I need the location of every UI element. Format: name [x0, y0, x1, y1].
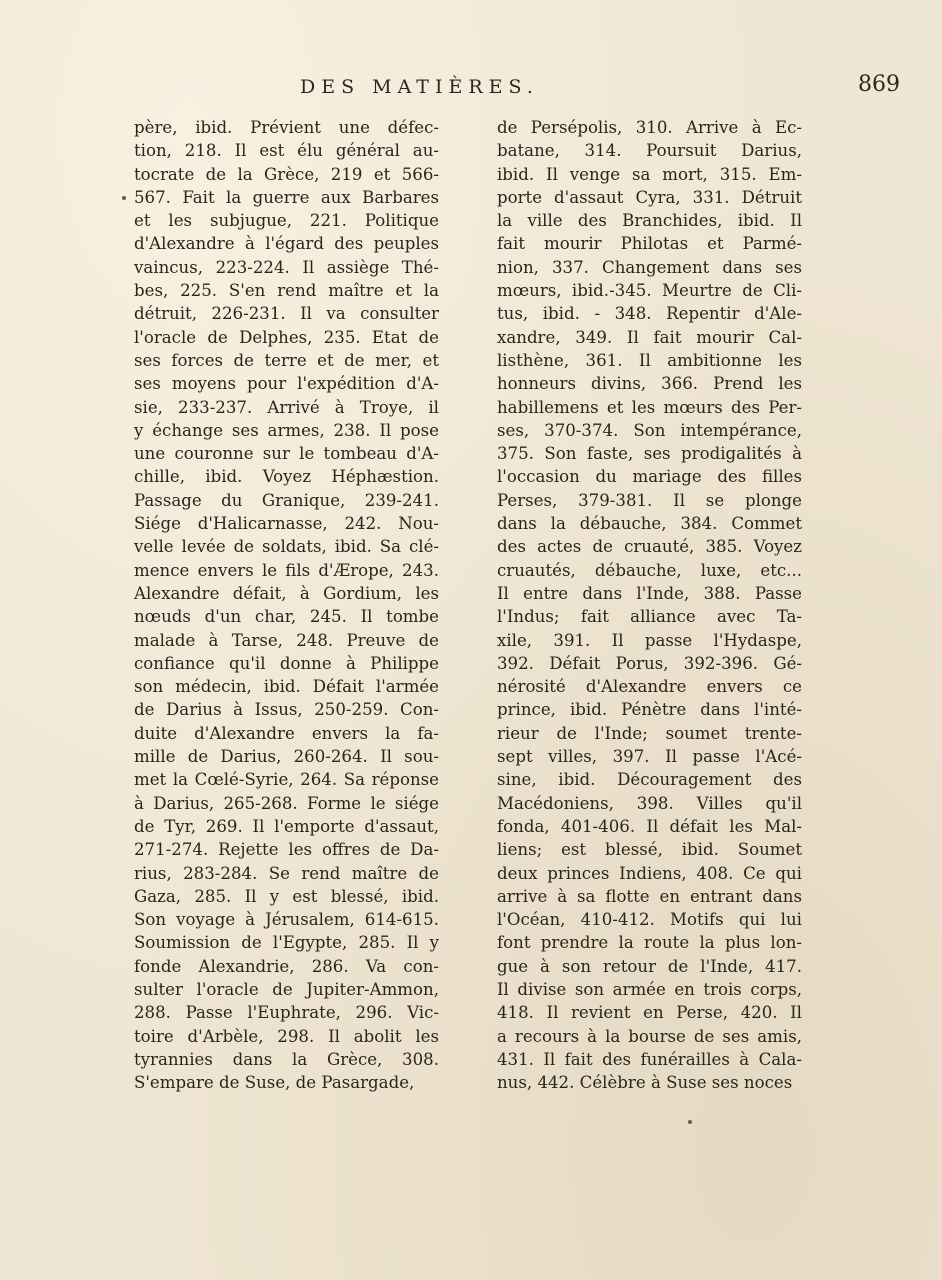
- index-line: habillemens et les mœurs des Per-: [497, 397, 802, 417]
- index-line: Soumission de l'Egypte, 285. Il y: [134, 933, 439, 953]
- index-line: l'Océan, 410-412. Motifs qui lui: [497, 910, 802, 930]
- index-line: rieur de l'Inde; soumet trente-: [497, 723, 802, 743]
- index-line: liens; est blessé, ibid. Soumet: [497, 840, 802, 860]
- index-line: y échange ses armes, 238. Il pose: [134, 420, 439, 440]
- margin-speck: [688, 1120, 692, 1124]
- index-line: la ville des Branchides, ibid. Il: [497, 211, 802, 231]
- index-line: nus, 442. Célèbre à Suse ses noces: [497, 1073, 793, 1093]
- index-line: sie, 233-237. Arrivé à Troye, il: [134, 397, 439, 417]
- index-line: l'oracle de Delphes, 235. Etat de: [134, 327, 439, 347]
- index-line: fonda, 401-406. Il défait les Mal-: [497, 816, 802, 836]
- index-line: velle levée de soldats, ibid. Sa clé-: [134, 537, 439, 557]
- index-line: et les subjugue, 221. Politique: [134, 211, 439, 231]
- index-line: père, ibid. Prévient une défec-: [134, 118, 439, 137]
- index-line: confiance qu'il donne à Philippe: [134, 653, 439, 673]
- index-line: fonde Alexandrie, 286. Va con-: [134, 956, 439, 976]
- index-line: xile, 391. Il passe l'Hydaspe,: [497, 630, 802, 650]
- index-line: 288. Passe l'Euphrate, 296. Vic-: [134, 1003, 439, 1023]
- index-line: rius, 283-284. Se rend maître de: [134, 863, 439, 883]
- index-line: d'Alexandre à l'égard des peuples: [134, 234, 439, 254]
- index-line: xandre, 349. Il fait mourir Cal-: [497, 327, 802, 347]
- index-line: Alexandre défait, à Gordium, les: [134, 583, 439, 603]
- index-line: arrive à sa flotte en entrant dans: [497, 886, 802, 906]
- index-line: 271-274. Rejette les offres de Da-: [134, 840, 439, 860]
- index-line: listhène, 361. Il ambitionne les: [497, 350, 802, 370]
- index-line: tus, ibid. - 348. Repentir d'Ale-: [497, 304, 802, 324]
- index-line: une couronne sur le tombeau d'A-: [134, 444, 439, 464]
- index-line: mœurs, ibid.-345. Meurtre de Cli-: [497, 281, 802, 301]
- index-line: nion, 337. Changement dans ses: [497, 257, 802, 277]
- index-line: sulter l'oracle de Jupiter-Ammon,: [134, 979, 439, 999]
- index-line: ses forces de terre et de mer, et: [134, 350, 439, 370]
- index-line: mence envers le fils d'Ærope, 243.: [134, 560, 439, 580]
- index-line: tyrannies dans la Grèce, 308.: [134, 1049, 439, 1069]
- index-line: porte d'assaut Cyra, 331. Détruit: [497, 187, 802, 207]
- running-header-title: DES MATIÈRES.: [300, 76, 539, 98]
- index-column-left: [134, 116, 439, 1094]
- index-line: duite d'Alexandre envers la fa-: [134, 723, 439, 743]
- index-line: tion, 218. Il est élu général au-: [134, 141, 439, 161]
- index-line: l'Indus; fait alliance avec Ta-: [497, 607, 802, 627]
- index-line: tocrate de la Grèce, 219 et 566-: [134, 164, 439, 184]
- index-line: Passage du Granique, 239-241.: [134, 490, 439, 510]
- page-number: 869: [858, 72, 900, 97]
- index-line: son médecin, ibid. Défait l'armée: [134, 677, 439, 697]
- index-line: met la Cœlé-Syrie, 264. Sa réponse: [134, 770, 439, 790]
- index-line: a recours à la bourse de ses amis,: [497, 1026, 802, 1046]
- index-line: font prendre la route la plus lon-: [497, 933, 802, 953]
- index-line: à Darius, 265-268. Forme le siége: [134, 793, 439, 813]
- index-line: malade à Tarse, 248. Preuve de: [134, 630, 439, 650]
- index-line: mille de Darius, 260-264. Il sou-: [134, 747, 439, 767]
- index-line: cruautés, débauche, luxe, etc...: [497, 560, 802, 580]
- index-line: Il divise son armée en trois corps,: [497, 979, 802, 999]
- index-line: des actes de cruauté, 385. Voyez: [497, 537, 802, 557]
- margin-speck: [122, 196, 126, 200]
- index-line: batane, 314. Poursuit Darius,: [497, 141, 802, 161]
- index-line: Son voyage à Jérusalem, 614-615.: [134, 910, 439, 930]
- index-line: prince, ibid. Pénètre dans l'inté-: [497, 700, 802, 720]
- index-line: deux princes Indiens, 408. Ce qui: [497, 863, 802, 883]
- index-line: 375. Son faste, ses prodigalités à: [497, 444, 802, 464]
- index-line: sept villes, 397. Il passe l'Acé-: [497, 747, 802, 767]
- index-line: 431. Il fait des funérailles à Cala-: [497, 1049, 802, 1069]
- index-line: S'empare de Suse, de Pasargade,: [134, 1073, 415, 1093]
- index-line: sine, ibid. Découragement des: [497, 770, 802, 790]
- index-line: ses, 370-374. Son intempérance,: [497, 420, 802, 440]
- index-line: détruit, 226-231. Il va consulter: [134, 304, 439, 324]
- index-line: dans la débauche, 384. Commet: [497, 514, 802, 534]
- index-line: Perses, 379-381. Il se plonge: [497, 490, 802, 510]
- index-line: l'occasion du mariage des filles: [497, 467, 802, 487]
- index-column-right: [497, 116, 802, 1094]
- index-line: ibid. Il venge sa mort, 315. Em-: [497, 164, 802, 184]
- index-line: Gaza, 285. Il y est blessé, ibid.: [134, 886, 439, 906]
- index-line: 392. Défait Porus, 392-396. Gé-: [497, 653, 802, 673]
- index-line: honneurs divins, 366. Prend les: [497, 374, 802, 394]
- index-line: bes, 225. S'en rend maître et la: [134, 281, 439, 301]
- index-line: 567. Fait la guerre aux Barbares: [134, 187, 439, 207]
- index-line: nœuds d'un char, 245. Il tombe: [134, 607, 439, 627]
- index-line: Il entre dans l'Inde, 388. Passe: [497, 583, 802, 603]
- index-line: vaincus, 223-224. Il assiège Thé-: [134, 257, 439, 277]
- index-line: Siége d'Halicarnasse, 242. Nou-: [134, 514, 439, 534]
- index-line: chille, ibid. Voyez Héphæstion.: [134, 467, 439, 487]
- index-line: toire d'Arbèle, 298. Il abolit les: [134, 1026, 439, 1046]
- index-line: de Persépolis, 310. Arrive à Ec-: [497, 118, 802, 137]
- index-line: Macédoniens, 398. Villes qu'il: [497, 793, 802, 813]
- index-line: ses moyens pour l'expédition d'A-: [134, 374, 439, 394]
- index-line: gue à son retour de l'Inde, 417.: [497, 956, 802, 976]
- index-line: de Darius à Issus, 250-259. Con-: [134, 700, 439, 720]
- index-line: fait mourir Philotas et Parmé-: [497, 234, 802, 254]
- index-line: 418. Il revient en Perse, 420. Il: [497, 1003, 802, 1023]
- index-line: de Tyr, 269. Il l'emporte d'assaut,: [134, 816, 439, 836]
- index-line: nérosité d'Alexandre envers ce: [497, 677, 802, 697]
